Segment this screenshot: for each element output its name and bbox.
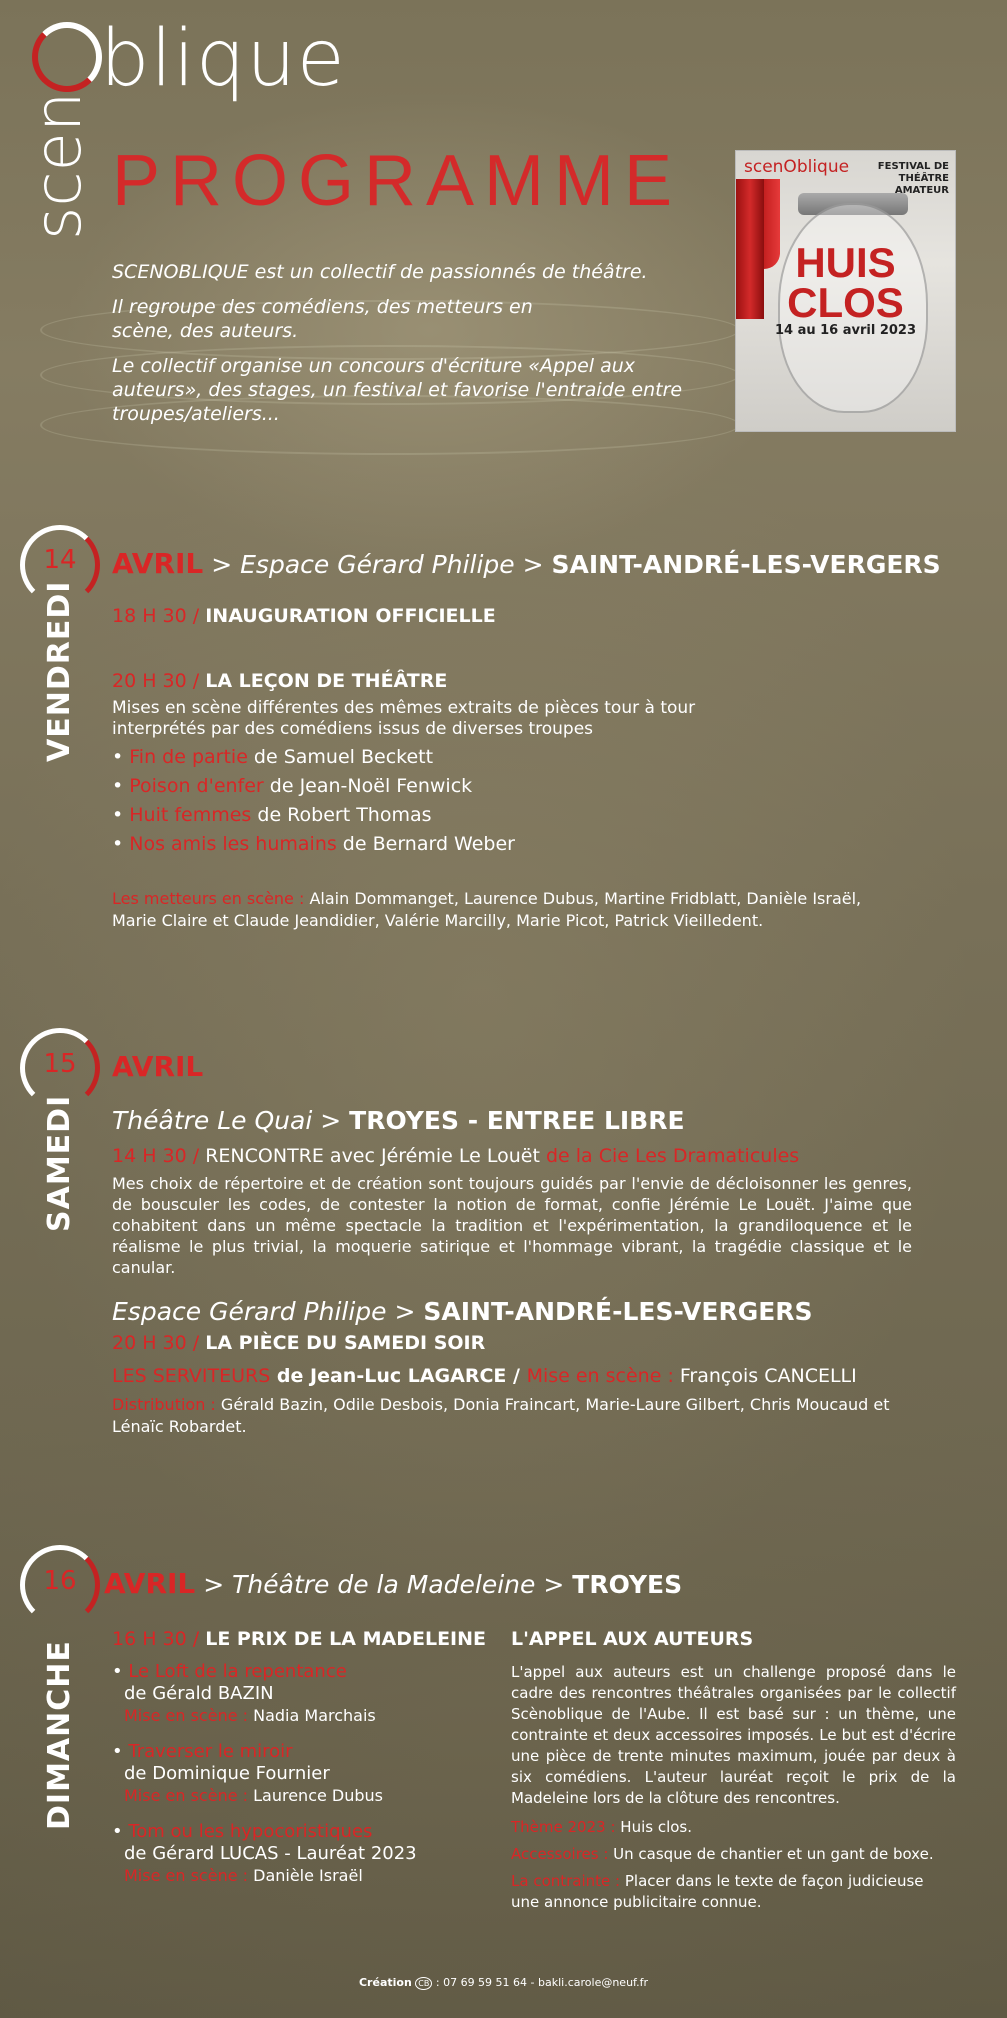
distribution-label: Distribution : bbox=[112, 1395, 216, 1414]
event-label: INAUGURATION OFFICIELLE bbox=[205, 605, 496, 627]
appel-text: L'appel aux auteurs est un challenge proposé dans le cadre des rencontres théâtrales organisées par le collectif Scènoblique de l'Aube. Il est basé sur : un thème, une contrainte et deux accessoires imposés. Le but est d'écrire une pièce de trente minutes maximum, jouée par deux à six comédiens. L'auteur lauréat reçoit le prix de la Madeleine lors de la clôture des rencontres. bbox=[511, 1663, 956, 1807]
day-number: 15 bbox=[43, 1049, 77, 1079]
day14-event-2 bbox=[112, 670, 447, 692]
city: SAINT-ANDRÉ-LES-VERGERS bbox=[551, 550, 941, 579]
separator: > bbox=[211, 550, 233, 579]
mes-label: Mise en scène : bbox=[124, 1866, 249, 1885]
play-title: Traverser le miroir bbox=[128, 1741, 293, 1762]
day-number: 14 bbox=[43, 545, 77, 575]
play-author: de Jean-Noël Fenwick bbox=[263, 775, 473, 797]
day-number: 16 bbox=[43, 1566, 77, 1596]
list-item: • Fin de partie de Samuel Beckett bbox=[112, 746, 434, 768]
constraint-value: Placer dans le texte de façon judicieuse une annonce publicitaire connue. bbox=[511, 1872, 924, 1911]
event-time: 16 H 30 / bbox=[112, 1628, 200, 1650]
play-author: de Dominique Fournier bbox=[124, 1763, 330, 1784]
day16-event bbox=[112, 1628, 486, 1650]
event-time: 20 H 30 / bbox=[112, 670, 200, 692]
poster-logo: scenOblique bbox=[744, 157, 850, 177]
appel-title: L'APPEL AUX AUTEURS bbox=[511, 1628, 754, 1650]
play-title: Poison d'enfer bbox=[129, 775, 264, 797]
poster-dates: 14 au 16 avril 2023 bbox=[774, 323, 917, 338]
separator: > bbox=[394, 1297, 416, 1326]
directors bbox=[112, 888, 892, 932]
day14-event-1 bbox=[112, 605, 496, 627]
separator: > bbox=[203, 1570, 225, 1599]
event-label: RENCONTRE avec Jérémie Le Louët bbox=[205, 1145, 540, 1167]
logo-o-icon bbox=[32, 22, 102, 92]
venue: Théâtre de la Madeleine bbox=[232, 1570, 536, 1599]
appel-accessories bbox=[511, 1844, 956, 1865]
event-description: Mises en scène différentes des mêmes extraits de pièces tour à tour interprétés par des comédiens issus de diverses troupes bbox=[112, 698, 696, 739]
footer-contact: : 07 69 59 51 64 - bakli.carole@neuf.fr bbox=[432, 1976, 649, 1989]
play-title: Le Loft de la repentance bbox=[128, 1661, 347, 1682]
distribution-names: Gérald Bazin, Odile Desbois, Donia Fraincart, Marie-Laure Gilbert, Chris Moucaud et Lénaïc Robardet. bbox=[112, 1395, 890, 1436]
acc-value: Un casque de chantier et un gant de boxe. bbox=[608, 1845, 934, 1863]
month: AVRIL bbox=[112, 1050, 204, 1083]
list-item: • Nos amis les humains de Bernard Weber bbox=[112, 833, 515, 855]
separator: > bbox=[522, 550, 544, 579]
day-name: VENDREDI bbox=[42, 580, 77, 762]
day-name: DIMANCHE bbox=[42, 1640, 77, 1830]
month: AVRIL bbox=[112, 547, 204, 580]
mes-label: Mise en scène : bbox=[124, 1786, 249, 1805]
directors-label: Les metteurs en scène : bbox=[112, 889, 305, 908]
play-author: de Robert Thomas bbox=[251, 804, 432, 826]
mes-label: Mise en scène : bbox=[526, 1365, 674, 1387]
event-label: LE PRIX DE LA MADELEINE bbox=[205, 1628, 486, 1650]
poster-clos: CLOS bbox=[787, 279, 904, 326]
theme-label: Thème 2023 : bbox=[511, 1818, 616, 1836]
day15-venue-1 bbox=[112, 1106, 685, 1135]
day15-venue-2 bbox=[112, 1297, 813, 1326]
list-item: • Le Loft de la repentance de Gérald BAZIN Mise en scène : Nadia Marchais bbox=[112, 1661, 472, 1727]
venue: Espace Gérard Philipe bbox=[112, 1297, 387, 1326]
cb-logo: CB bbox=[415, 1977, 432, 1990]
day16-header bbox=[104, 1567, 682, 1600]
day14-header bbox=[112, 547, 941, 580]
list-item: • Traverser le miroir de Dominique Fournier Mise en scène : Laurence Dubus bbox=[112, 1741, 472, 1807]
page-title: PROGRAMME bbox=[112, 141, 683, 221]
footer bbox=[0, 1976, 1007, 1990]
appel-constraint bbox=[511, 1871, 956, 1913]
directors-names: Alain Dommanget, Laurence Dubus, Martine Fridblatt, Danièle Israël, Marie Claire et Claude Jeandidier, Valérie Marcilly, Marie Picot, Patrick Vieilledent. bbox=[112, 889, 862, 930]
day15-event-1 bbox=[112, 1145, 799, 1167]
play-title: Tom ou les hypocoristiques bbox=[128, 1821, 373, 1842]
play-title: Nos amis les humains bbox=[129, 833, 337, 855]
separator: > bbox=[320, 1106, 342, 1135]
venue: Espace Gérard Philipe bbox=[240, 550, 515, 579]
event-label: LA LEÇON DE THÉÂTRE bbox=[205, 670, 448, 692]
play-title: Huit femmes bbox=[129, 804, 252, 826]
play-title: LES SERVITEURS bbox=[112, 1365, 271, 1387]
venue: Théâtre Le Quai bbox=[112, 1106, 313, 1135]
logo-word: blique bbox=[100, 14, 346, 104]
appel-theme bbox=[511, 1817, 956, 1838]
mes-name: Laurence Dubus bbox=[248, 1786, 384, 1805]
event-label: LA PIÈCE DU SAMEDI SOIR bbox=[205, 1332, 486, 1354]
event-time: 20 H 30 / bbox=[112, 1332, 200, 1354]
mes-label: Mise en scène : bbox=[124, 1706, 249, 1725]
poster-title bbox=[736, 239, 955, 326]
footer-pre: Création bbox=[358, 1976, 412, 1989]
city: TROYES bbox=[572, 1570, 683, 1599]
list-item: • Tom ou les hypocoristiques de Gérard LUCAS - Lauréat 2023 Mise en scène : Danièle Israël bbox=[112, 1821, 472, 1887]
constraint-label: La contrainte : bbox=[511, 1872, 621, 1890]
city: TROYES - ENTREE LIBRE bbox=[349, 1106, 685, 1135]
play-author: de Jean-Luc LAGARCE / bbox=[270, 1365, 527, 1387]
play-author: de Samuel Beckett bbox=[247, 746, 434, 768]
event-description: Mes choix de répertoire et de création sont toujours guidés par l'envie de décloisonner les genres, de bousculer les codes, de contester la notion de format, confie Jérémie Le Louët. J'aime que cohabitent dans un même spectacle la tradition et l'expérimentation, la grandiloquence et le réalisme le plus trivial, la moquerie satirique et l'hommage vibrant, la tragédie classique et le canular. bbox=[112, 1174, 912, 1277]
poster-huis: HUIS bbox=[795, 239, 896, 286]
poster-festival: FESTIVAL DE THÉÂTRE AMATEUR bbox=[877, 161, 949, 196]
city: SAINT-ANDRÉ-LES-VERGERS bbox=[423, 1297, 813, 1326]
play-title: Fin de partie bbox=[129, 746, 248, 768]
mes-name: Danièle Israël bbox=[248, 1866, 363, 1885]
play-author: de Gérard LUCAS - Lauréat 2023 bbox=[124, 1843, 417, 1864]
day15-header bbox=[112, 1050, 203, 1083]
event-time: 14 H 30 / bbox=[112, 1145, 200, 1167]
mes-name: Nadia Marchais bbox=[248, 1706, 376, 1725]
day15-event-2 bbox=[112, 1332, 485, 1354]
separator: > bbox=[543, 1570, 565, 1599]
festival-poster bbox=[735, 150, 956, 432]
intro-line-3: Le collectif organise un concours d'écriture «Appel aux auteurs», des stages, un festival et favorise l'entraide entre troupes/ateliers... bbox=[112, 355, 683, 425]
play-author: de Bernard Weber bbox=[336, 833, 515, 855]
event-company: de la Cie Les Dramaticules bbox=[539, 1145, 800, 1167]
month: AVRIL bbox=[104, 1567, 196, 1600]
day-name: SAMEDI bbox=[42, 1094, 77, 1232]
list-item: • Poison d'enfer de Jean-Noël Fenwick bbox=[112, 775, 473, 797]
event-time: 18 H 30 / bbox=[112, 605, 200, 627]
madeleine-play-list bbox=[112, 1661, 472, 1887]
day15-play bbox=[112, 1365, 857, 1387]
mes-name: François CANCELLI bbox=[673, 1365, 857, 1387]
acc-label: Accessoires : bbox=[511, 1845, 609, 1863]
appel-section bbox=[511, 1628, 956, 1913]
play-author: de Gérald BAZIN bbox=[124, 1683, 274, 1704]
list-item: • Huit femmes de Robert Thomas bbox=[112, 804, 432, 826]
distribution bbox=[112, 1394, 892, 1438]
intro-line-2: Il regroupe des comédiens, des metteurs en scène, des auteurs. bbox=[112, 296, 533, 342]
theme-value: Huis clos. bbox=[615, 1818, 692, 1836]
intro-line-1: SCENOBLIQUE est un collectif de passionnés de théâtre. bbox=[112, 261, 648, 283]
play-list bbox=[112, 743, 515, 859]
logo-scen: scen bbox=[22, 91, 96, 240]
